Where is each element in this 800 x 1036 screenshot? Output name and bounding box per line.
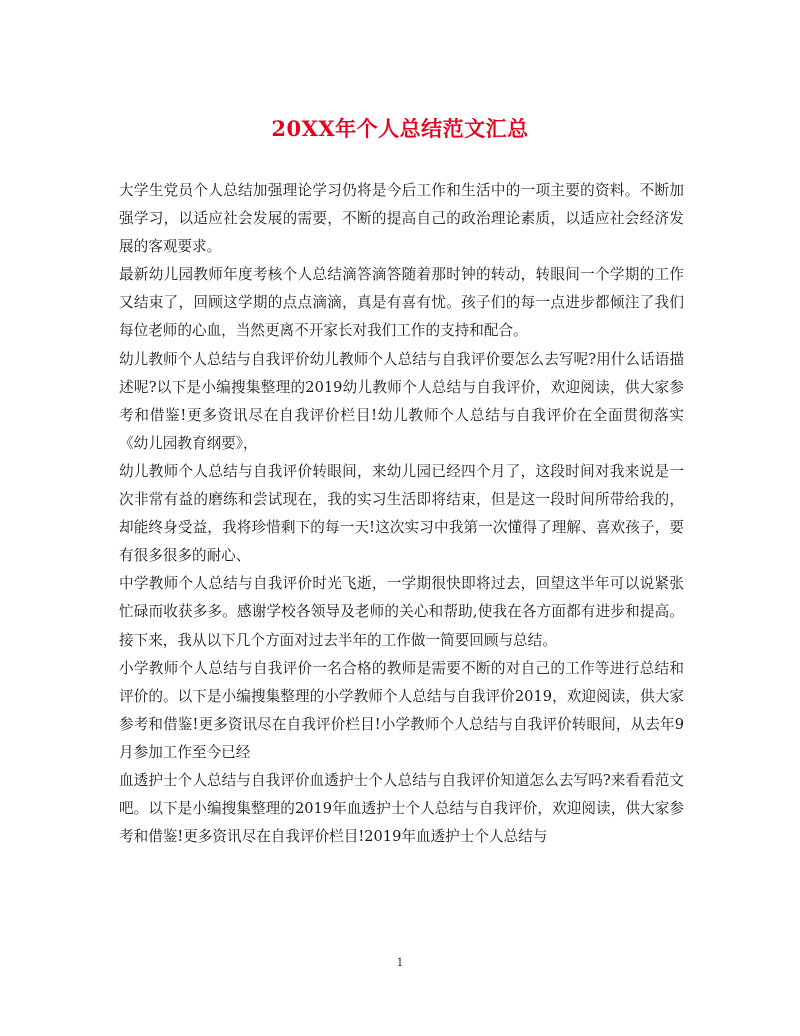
paragraph-4: 幼儿教师个人总结与自我评价转眼间，来幼儿园已经四个月了，这段时间对我来说是一次非常有益的磨练和尝试现在，我的实习生活即将结束，但是这一段时间所带给我的，却能终身受益，我将珍惜剩下的每一天!这次实习中我第一次懂得了理解、喜欢孩子，要有很多很多的耐心、 — [119, 462, 684, 565]
document-title: 20XX年个人总结范文汇总 — [271, 116, 529, 141]
paragraph-2: 最新幼儿园教师年度考核个人总结滴答滴答随着那时钟的转动，转眼间一个学期的工作又结束了，回顾这学期的点点滴滴，真是有喜有忧。孩子们的每一点进步都倾注了我们每位老师的心血，当然更离不开家长对我们工作的支持和配合。 — [119, 266, 684, 340]
document-body — [119, 177, 684, 851]
page-number: 1 — [396, 956, 404, 969]
paragraph-5: 中学教师个人总结与自我评价时光飞逝，一学期很快即将过去，回望这半年可以说紧张忙碌而收获多多。感谢学校各领导及老师的关心和帮助,使我在各方面都有进步和提高。接下来，我从以下几个方面对过去半年的工作做一简要回顾与总结。 — [119, 575, 684, 649]
paragraph-3: 幼儿教师个人总结与自我评价幼儿教师个人总结与自我评价要怎么去写呢?用什么话语描述呢?以下是小编搜集整理的2019幼儿教师个人总结与自我评价，欢迎阅读，供大家参考和借鉴!更多资讯尽在自我评价栏目!幼儿教师个人总结与自我评价在全面贯彻落实《幼儿园教育纲要》， — [119, 350, 684, 452]
paragraph-1: 大学生党员个人总结加强理论学习仍将是今后工作和生活中的一项主要的资料。不断加强学习，以适应社会发展的需要，不断的提高自己的政治理论素质，以适应社会经济发展的客观要求。 — [119, 182, 684, 256]
paragraph-7: 血透护士个人总结与自我评价血透护士个人总结与自我评价知道怎么去写吗?来看看范文吧。以下是小编搜集整理的2019年血透护士个人总结与自我评价，欢迎阅读，供大家参考和借鉴!更多资讯尽在自我评价栏目!2019年血透护士个人总结与 — [119, 771, 684, 846]
paragraph-6: 小学教师个人总结与自我评价一名合格的教师是需要不断的对自己的工作等进行总结和评价的。以下是小编搜集整理的小学教师个人总结与自我评价2019，欢迎阅读，供大家参考和借鉴!更多资讯尽在自我评价栏目!小学教师个人总结与自我评价转眼间，从去年9月参加工作至今已经 — [119, 659, 684, 761]
